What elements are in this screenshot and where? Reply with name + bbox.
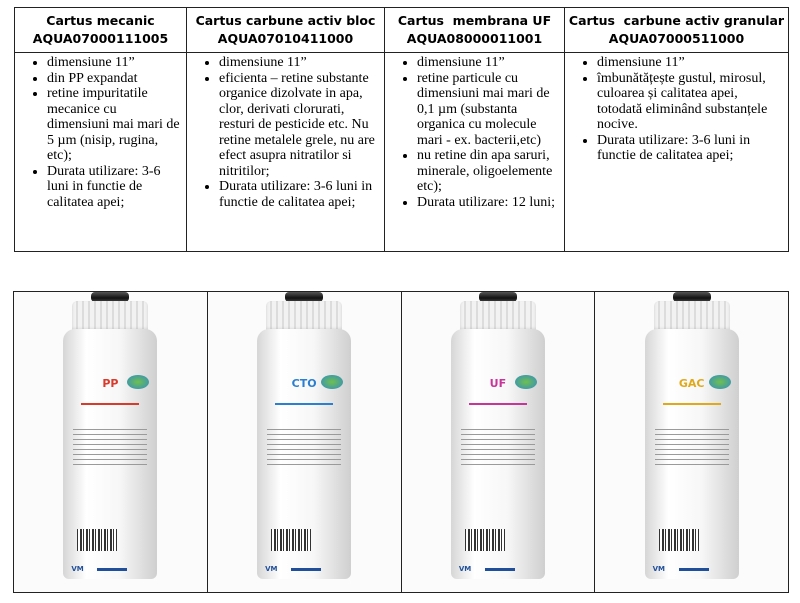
spec-item: • Durata utilizare: 3-6 luni in functie de calitatea apei; (597, 133, 784, 164)
logo-bar (485, 568, 515, 571)
cartridge-cap (654, 301, 730, 331)
spec-item: • Durata utilizare: 3-6 luni in functie de calitatea apei; (219, 179, 380, 210)
spec-cell (565, 53, 789, 252)
cartridge-body (451, 329, 545, 579)
cartridge-type-label: UF (489, 377, 507, 390)
spec-item: • dimensiune 11” (417, 55, 560, 71)
header-cell (385, 8, 565, 53)
header-cell (187, 8, 385, 53)
barcode-icon (659, 529, 699, 551)
cartridge-image (450, 292, 546, 594)
logo-bar (679, 568, 709, 571)
label-text-lines (655, 429, 729, 469)
cartridge-photo-row (13, 291, 789, 593)
header-row (15, 8, 789, 53)
spec-cell (385, 53, 565, 252)
spec-list (15, 53, 186, 210)
vm-logo-icon: VM (458, 565, 472, 573)
cartridge-body (645, 329, 739, 579)
label-stripe (275, 403, 333, 405)
spec-item: • eficienta – retine substante organice dizolvate in apa, clor, derivati clorurati, resturi de pesticide etc. Nu retine metalele grele, nu are efect asupra nitratilor si nitritilor; (219, 71, 380, 180)
cartridge-body (257, 329, 351, 579)
vm-logo-icon: VM (265, 565, 278, 573)
column-title: Cartus carbune activ bloc (195, 13, 376, 28)
spec-list (187, 53, 384, 210)
spec-item: • dimensiune 11” (219, 55, 380, 71)
column-title: Cartus mecanic (46, 13, 155, 28)
cartridge-cap (460, 301, 536, 331)
vm-logo-icon: VM (652, 565, 666, 573)
spec-cell (15, 53, 187, 252)
barcode-icon (465, 529, 505, 551)
cartridge-body (63, 329, 157, 579)
label-stripe (81, 403, 139, 405)
logo-bar (97, 568, 127, 571)
label-text-lines (267, 429, 341, 469)
vm-logo-icon: VM (71, 565, 84, 573)
logo-bar (291, 568, 321, 571)
spec-item: • Durata utilizare: 12 luni; (417, 195, 560, 211)
barcode-icon (77, 529, 117, 551)
product-code: AQUA07000511000 (608, 31, 745, 46)
photo-cell (595, 292, 788, 592)
spec-item: • retine impuritatile mecanice cu dimensiuni mai mari de 5 µm (nisip, rugina, etc); (47, 86, 182, 164)
column-title: Cartus membrana UF (397, 13, 552, 28)
spec-item: • dimensiune 11” (47, 55, 182, 71)
spec-row (15, 53, 789, 252)
barcode-icon (271, 529, 311, 551)
header-cell (565, 8, 789, 53)
cartridge-type-label: CTO (291, 377, 317, 390)
cartridge-type-label: PP (102, 377, 119, 390)
spec-item: • dimensiune 11” (597, 55, 784, 71)
column-title: Cartus carbune activ granular (568, 13, 785, 28)
spec-item: • Durata utilizare: 3-6 luni in functie de calitatea apei; (47, 164, 182, 211)
spec-list (565, 53, 788, 164)
photo-cell (208, 292, 402, 592)
brand-logo-icon (709, 375, 731, 389)
brand-logo-icon (321, 375, 343, 389)
brand-logo-icon (515, 375, 537, 389)
spec-item: • îmbunătățește gustul, mirosul, culoarea și calitatea apei, totodată eliminând substanțele nocive. (597, 71, 784, 133)
spec-item: • din PP expandat (47, 71, 182, 87)
spec-cell (187, 53, 385, 252)
filter-spec-table (14, 7, 789, 252)
product-code: AQUA07010411000 (217, 31, 354, 46)
cartridge-cap (266, 301, 342, 331)
cartridge-cap (72, 301, 148, 331)
spec-item: • nu retine din apa saruri, minerale, oligoelemente etc); (417, 148, 560, 195)
cartridge-image (644, 292, 740, 594)
photo-cell (14, 292, 208, 592)
spec-list (385, 53, 564, 210)
label-stripe (469, 403, 527, 405)
product-code: AQUA08000011001 (406, 31, 543, 46)
product-code: AQUA07000111005 (32, 31, 169, 46)
label-text-lines (461, 429, 535, 469)
header-cell (15, 8, 187, 53)
cartridge-image (256, 292, 352, 594)
cartridge-type-label: GAC (678, 377, 705, 390)
spec-item: • retine particule cu dimensiuni mai mari de 0,1 µm (substanta organica cu molecule mari - ex. bacterii,etc) (417, 71, 560, 149)
label-stripe (663, 403, 721, 405)
cartridge-image (62, 292, 158, 594)
label-text-lines (73, 429, 147, 469)
photo-cell (402, 292, 596, 592)
